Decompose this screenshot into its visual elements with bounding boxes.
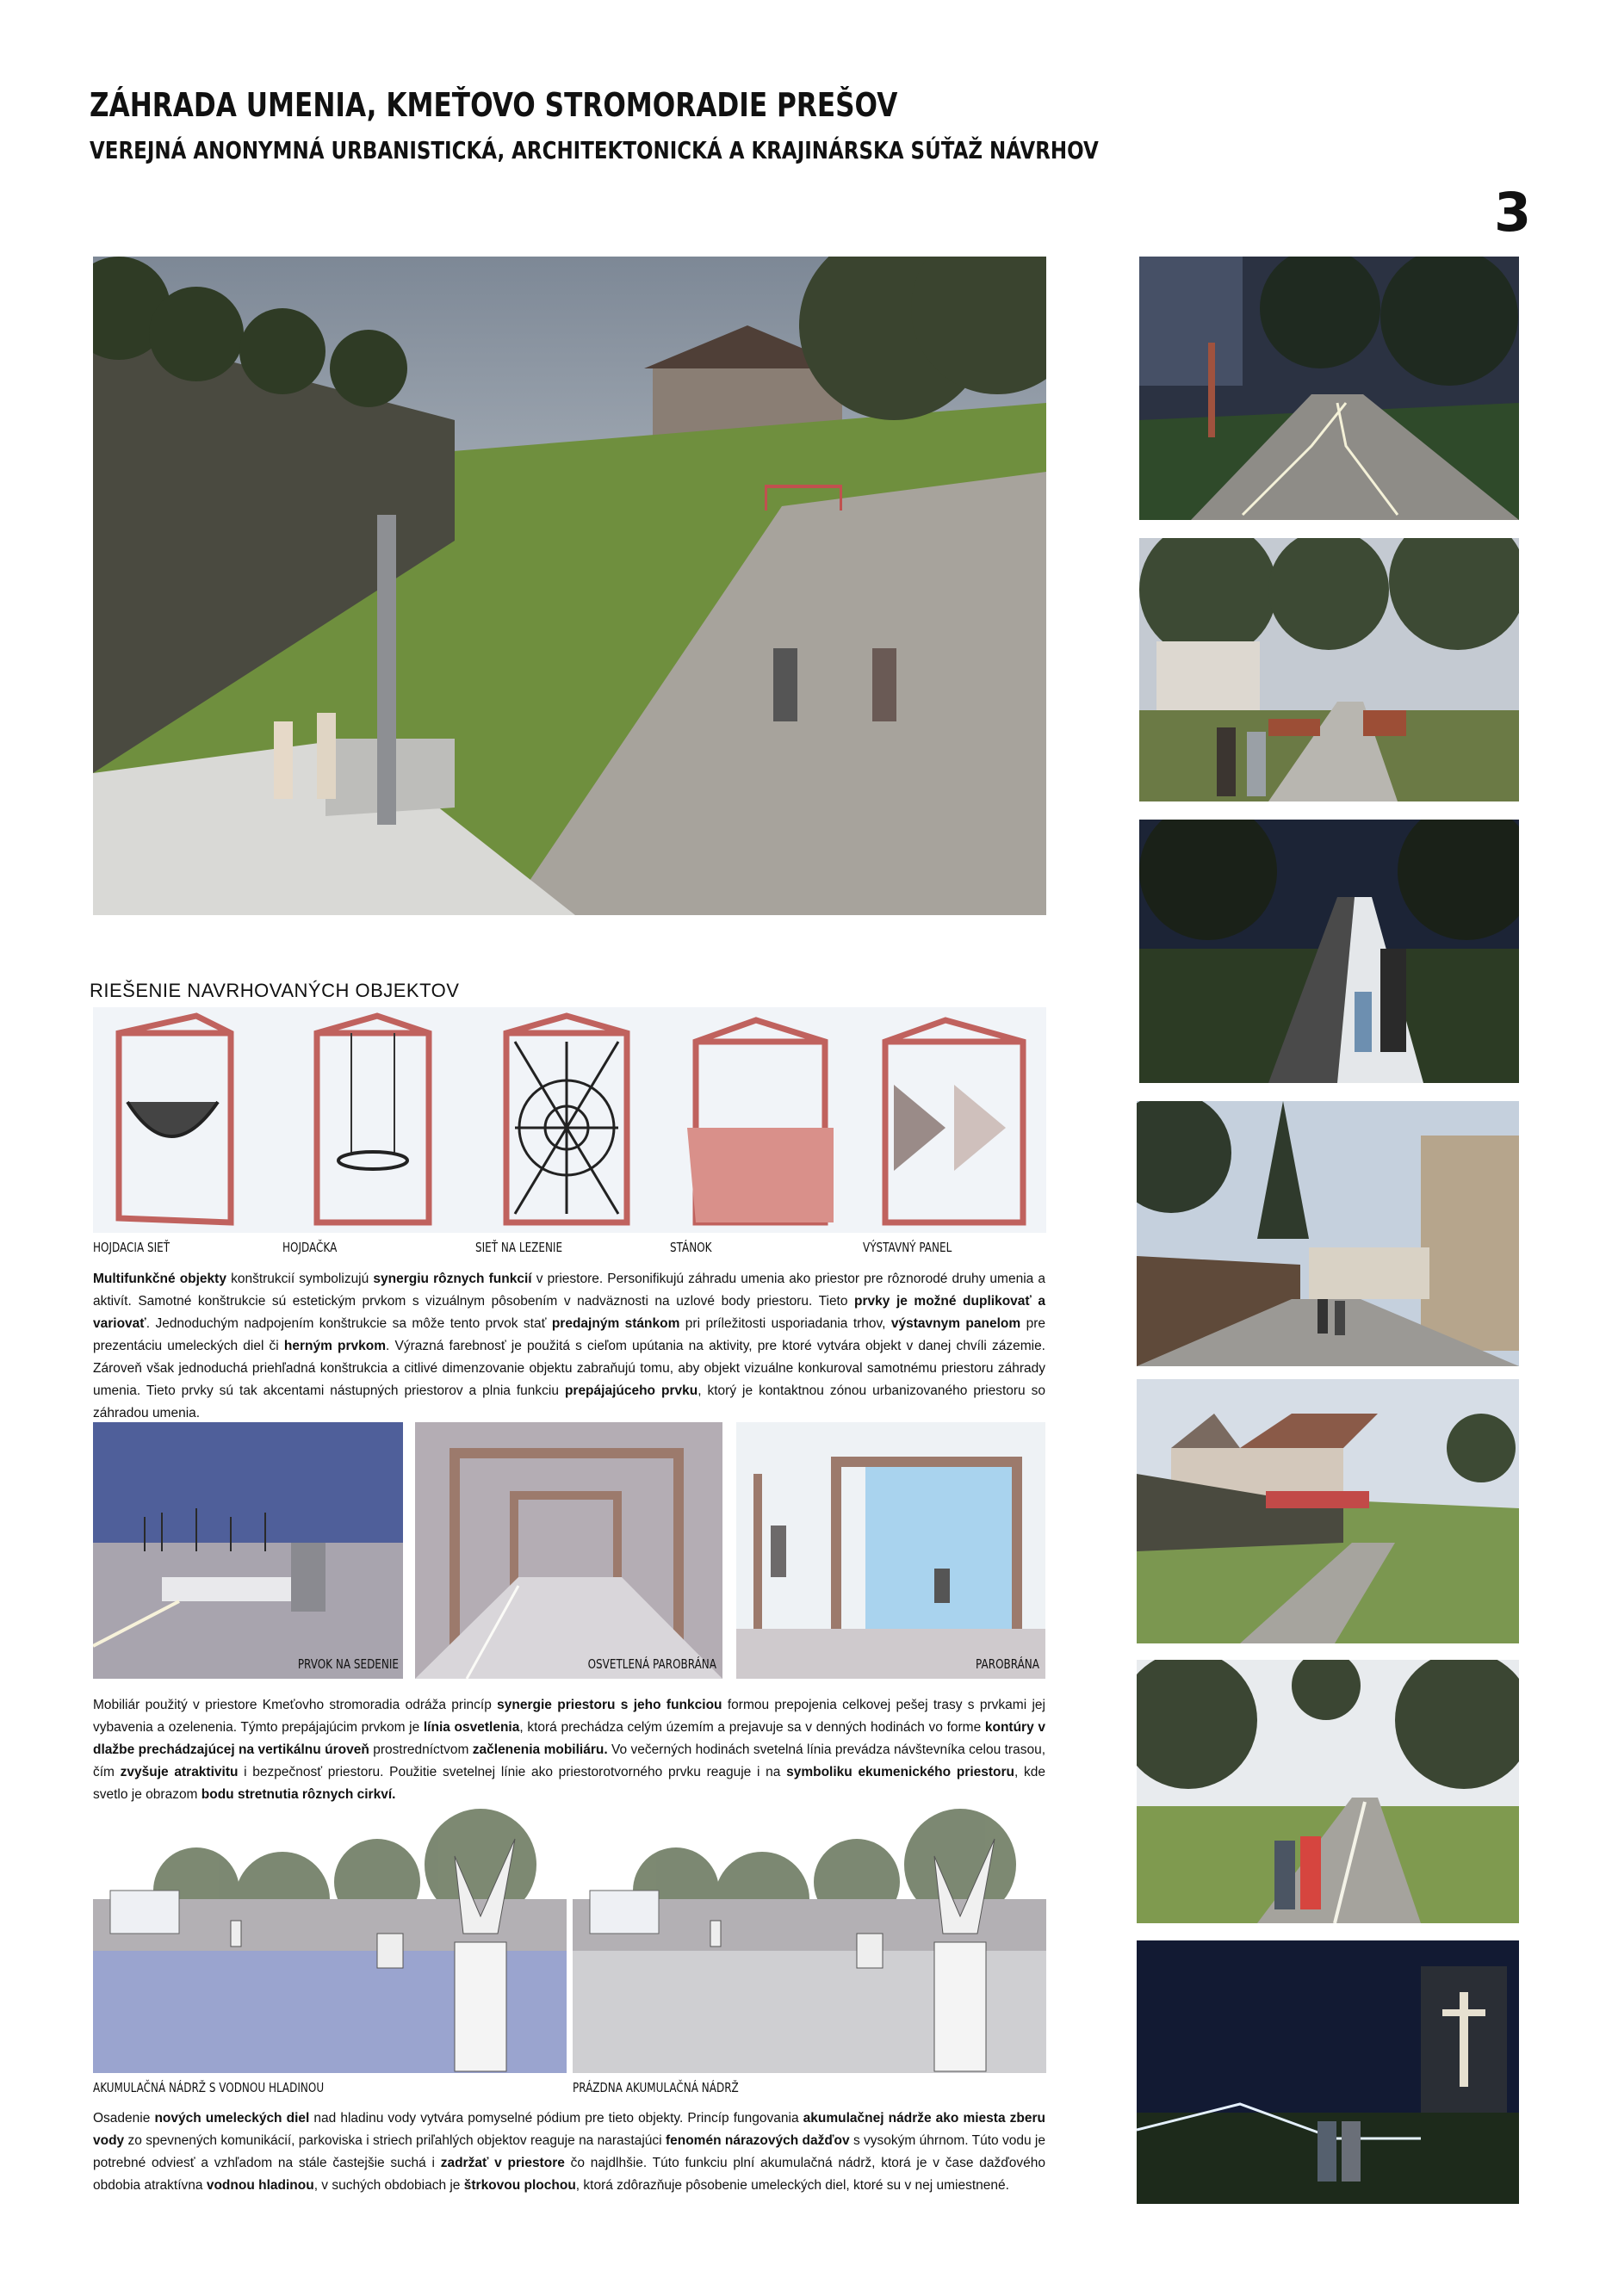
sketch-tank-water [93, 1804, 567, 2073]
caption-hammock: HOJDACIA SIEŤ [93, 1240, 170, 1255]
main-render-image [93, 257, 1046, 915]
render-night-path [1139, 257, 1519, 520]
caption-lit-pergola: OSVETLENÁ PAROBRÁNA [587, 1656, 716, 1672]
render-day-path [1137, 1660, 1519, 1923]
section-heading: RIEŠENIE NAVRHOVANÝCH OBJEKTOV [90, 980, 460, 1001]
render-day-ramp [1139, 538, 1519, 801]
paragraph-mobiliar: Mobiliár použitý v priestore Kmeťovho stromoradia odráža princíp synergie priestoru s jeho funkciou formou prepojenia celkovej pešej trasy s prvkami jej vybavenia a ozelenenia. Týmto prepájajúcim prvkom je línia osvetlenia, ktorá prechádza celým územím a prejavuje sa v denných hodinách vo forme kontúry v dlažbe prechádzajúcej na vertikálnu úroveň prostredníctvom začlenenia mobiliáru. Vo večerných hodinách svetelná línia prevádza návštevníka celou trasou, čím zvyšuje atraktivitu i bezpečnosť priestoru. Použitie svetelnej línie ako priestorotvorného prvku reaguje i na symboliku ekumenického priestoru, kde svetlo je obrazom bodu stretnutia rôznych cirkví. [93, 1698, 1045, 1802]
render-lit-pergola [415, 1422, 722, 1679]
caption-pergola: PAROBRÁNA [976, 1656, 1039, 1672]
render-aerial-garden [1137, 1379, 1519, 1643]
page-number: 3 [1494, 181, 1532, 244]
paragraph-objects: Multifunkčné objekty konštrukcií symbolizujú synergiu rôznych funkcií v priestore. Personifikujú záhradu umenia ako priestor pre rôznorodé druhy umenia a aktivít. Samotné konštrukcie sú estetickým prvkom s vizuálnym pôsobením v nadväznosti na uzlové body priestoru. Tieto prvky je možné duplikovať a variovať. Jednoduchým nadpojením konštrukcie sa môže tento prvok stať predajným stánkom pri príležitosti usporiadania trhov, výstavnym panelom pre prezentáciu umeleckých diel či herným prvkom. Výrazná farebnosť je použitá s cieľom upútania na aktivity, pre ktoré vytvára objekt v danej chvíli zázemie. Zároveň však jednoduchá priehľadná konštrukcia a citlivé dimenzovanie objektu zabraňujú tomu, aby objekt vizuálne konkuroval samotnému priestoru záhrady umenia. Tieto prvky sú tak akcentami nástupných priestorov a plnia funkciu prepájajúceho prvku, ktorý je kontaktnou zónou urbanizovaného priestoru so záhradou umenia. [93, 1272, 1046, 1420]
caption-exhibition-panel: VÝSTAVNÝ PANEL [863, 1240, 952, 1255]
caption-stall: STÁNOK [670, 1240, 712, 1255]
caption-tank-water: AKUMULAČNÁ NÁDRŽ S VODNOU HLADINOU [93, 2080, 325, 2095]
render-seating-element [93, 1422, 403, 1679]
render-night-ramp [1139, 820, 1519, 1083]
caption-climbing-net: SIEŤ NA LEZENIE [475, 1240, 563, 1255]
sketch-tank-empty [573, 1804, 1046, 2073]
page-title: ZÁHRADA UMENIA, KMEŤOVO STROMORADIE PREŠOV [90, 86, 898, 124]
caption-seating: PRVOK NA SEDENIE [297, 1656, 399, 1672]
objects-sketches [93, 1007, 1046, 1233]
render-street-view [1137, 1101, 1519, 1366]
render-night-cross [1137, 1940, 1519, 2204]
page-subtitle: VEREJNÁ ANONYMNÁ URBANISTICKÁ, ARCHITEKTONICKÁ A KRAJINÁRSKA SÚŤAŽ NÁVRHOV [90, 136, 1099, 164]
paragraph-tank: Osadenie nových umeleckých diel nad hladinu vody vytvára pomyselné pódium pre tieto objekty. Princíp fungovania akumulačnej nádrže ako miesta zberu vody zo spevnených komunikácií, parkoviska i striech priľahlých objektov reaguje na narastajúci fenomén nárazových dažďov s vysokým úhrnom. Túto vodu je potrebné odviesť a vzhľadom na stále častejšie suchá i zadržať v priestore čo najdlhšie. Túto funkciu plní akumulačná nádrž, ktorá je v čase dažďového obdobia atraktívna vodnou hladinou, v suchých obdobiach je štrkovou plochou, ktorá zdôrazňuje pôsobenie umeleckých diel, ktoré su v nej umiestnené. [93, 2111, 1046, 2193]
render-pergola [736, 1422, 1045, 1679]
caption-swing: HOJDAČKA [282, 1240, 338, 1255]
caption-tank-empty: PRÁZDNA AKUMULAČNÁ NÁDRŽ [573, 2080, 739, 2095]
